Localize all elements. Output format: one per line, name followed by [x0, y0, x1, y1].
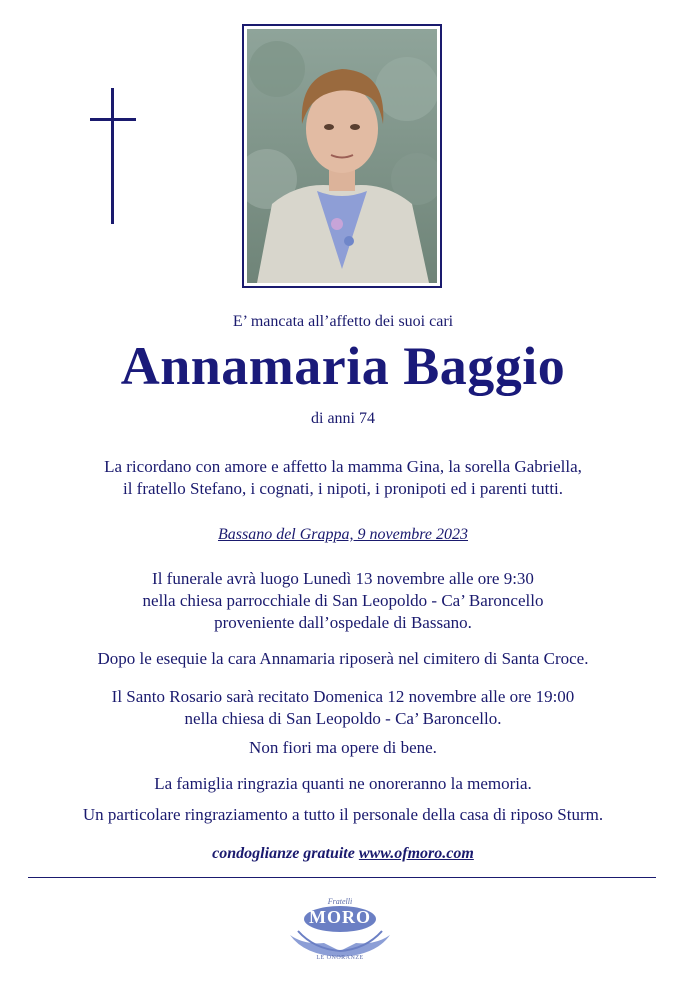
portrait-photo: [242, 24, 442, 288]
thanks-text: La famiglia ringrazia quanti ne onoreranno la memoria.: [154, 774, 532, 793]
logo-bottom-text: LE ONORANZE: [316, 955, 364, 961]
funeral-line: nella chiesa parrocchiale di San Leopoldo - Ca’ Baroncello: [142, 591, 544, 610]
place-date-row: [0, 523, 686, 546]
rosary-line: nella chiesa di San Leopoldo - Ca’ Baroncello.: [184, 709, 502, 728]
rosary-line: Il Santo Rosario sarà recitato Domenica 12 novembre alle ore 19:00: [111, 687, 575, 706]
condolences-label: condoglianze gratuite: [212, 845, 355, 862]
funeral-home-logo: [284, 897, 396, 969]
deceased-name: Annamaria Baggio: [120, 336, 566, 396]
special-thanks-text: Un particolare ringraziamento a tutto il personale della casa di riposo Sturm.: [82, 805, 604, 824]
family-line: il fratello Stefano, i cognati, i nipoti, i pronipoti ed i parenti tutti.: [122, 479, 564, 498]
flowers-text: Non fiori ma opere di bene.: [249, 738, 437, 757]
family-paragraph: [0, 456, 686, 500]
intro-text: E’ mancata all’affetto dei suoi cari: [232, 313, 454, 330]
funeral-paragraph: [0, 568, 686, 634]
cross-icon: [90, 88, 136, 224]
condolences-link[interactable]: www.ofmoro.com: [358, 845, 474, 862]
family-line: La ricordano con amore e affetto la mamma Gina, la sorella Gabriella,: [104, 457, 582, 476]
condolences-row: [0, 843, 686, 865]
funeral-line: proveniente dall’ospedale di Bassano.: [214, 613, 472, 632]
logo-main-text: MORO: [309, 907, 371, 927]
funeral-line: Il funerale avrà luogo Lunedì 13 novembre alle ore 9:30: [152, 569, 534, 588]
divider: [28, 877, 656, 878]
age-text: di anni 74: [311, 410, 375, 427]
rosary-paragraph: [0, 686, 686, 730]
place-date: Bassano del Grappa, 9 novembre 2023: [217, 526, 469, 543]
logo-top-text: Fratelli: [327, 897, 353, 906]
burial-text: Dopo le esequie la cara Annamaria riposerà nel cimitero di Santa Croce.: [97, 649, 589, 668]
